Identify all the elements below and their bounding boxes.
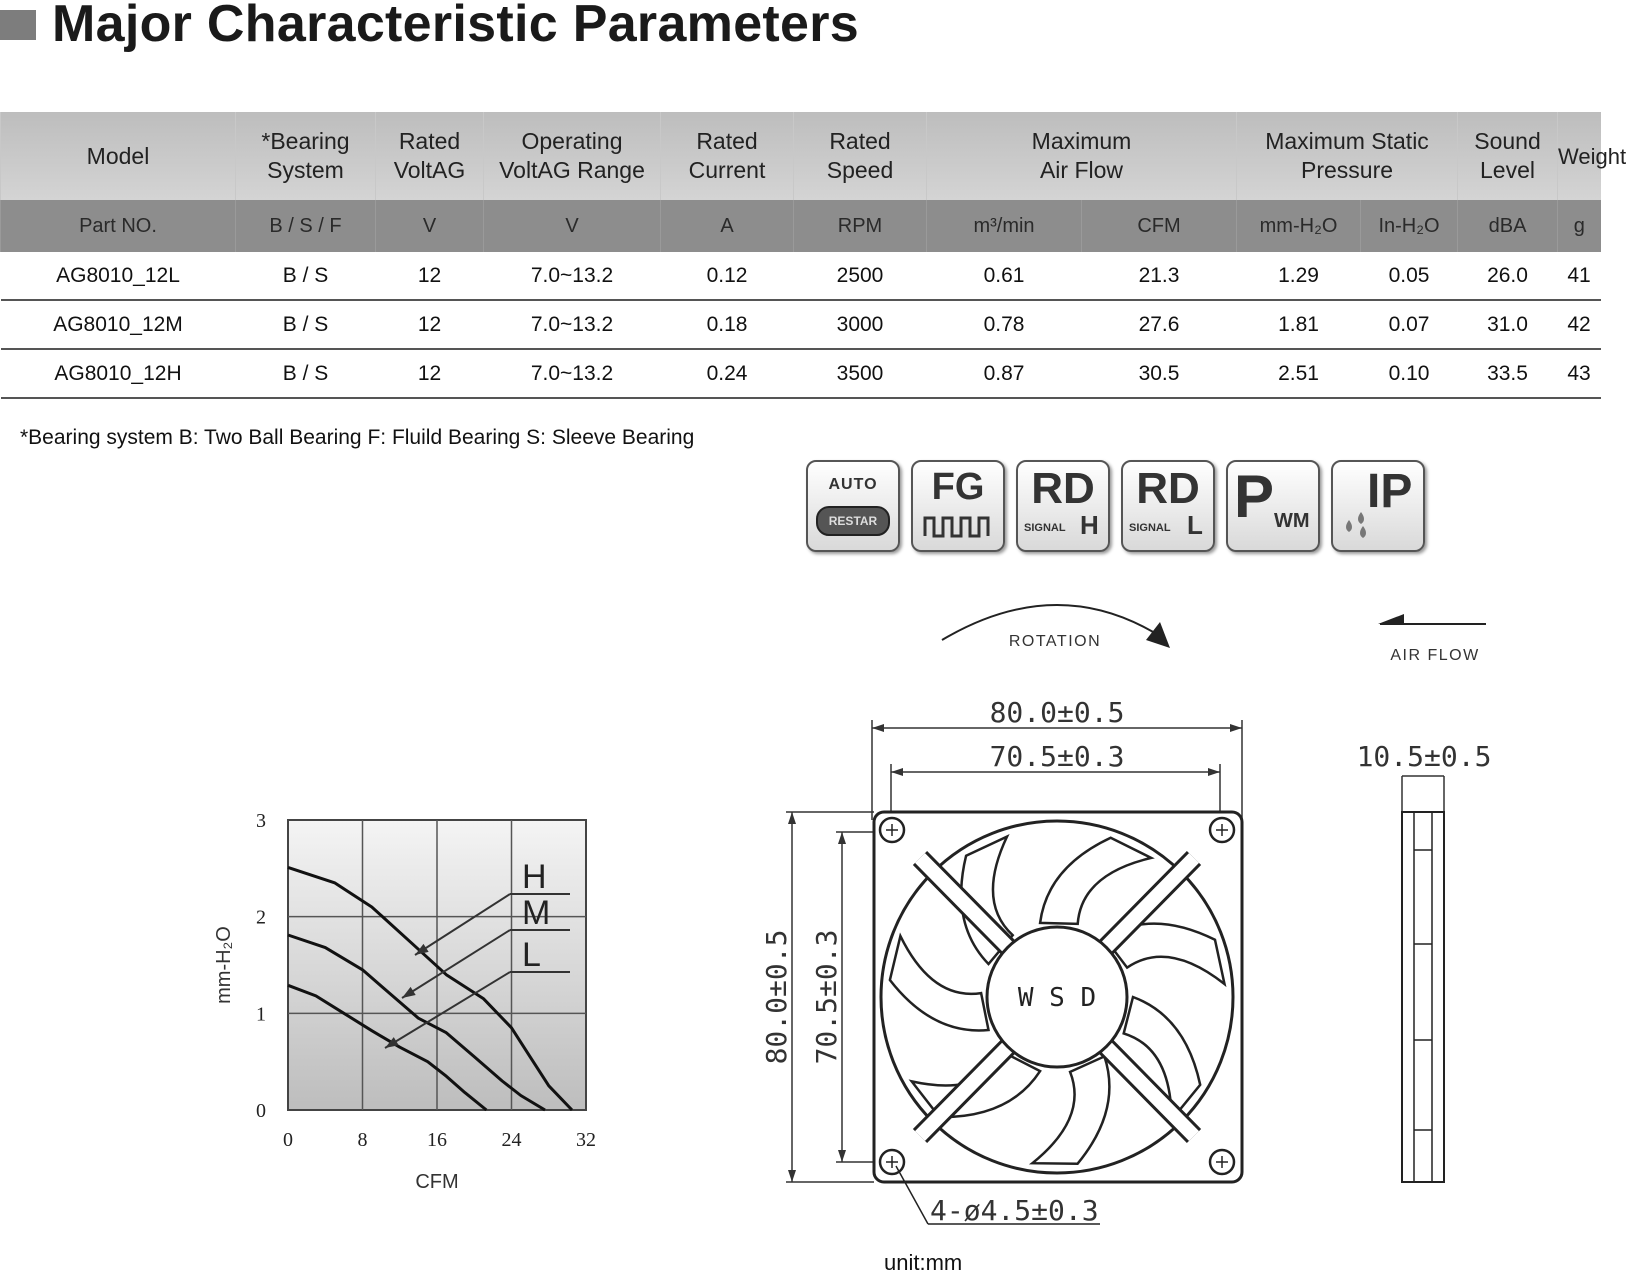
square-wave-icon [923, 514, 993, 540]
table-cell: B / S [236, 252, 376, 300]
hole-height-dim: 70.5±0.3 [810, 929, 843, 1065]
unit-cell: dBA [1458, 200, 1558, 252]
pq-curve-chart [200, 810, 620, 1220]
table-cell: 3500 [794, 349, 927, 398]
unit-cell: B / S / F [236, 200, 376, 252]
badge-rd-h-text: RD [1031, 464, 1095, 513]
y-tick-label: 0 [256, 1100, 266, 1122]
badge-h-suffix: H [1080, 510, 1099, 540]
outer-height-dim: 80.0±0.5 [760, 929, 793, 1065]
badge-restart-text: RESTAR [816, 506, 890, 536]
y-tick-label: 2 [256, 906, 266, 929]
table-cell: 0.10 [1361, 349, 1458, 398]
y-tick-label: 1 [256, 1003, 266, 1026]
table-cell: 7.0~13.2 [484, 349, 661, 398]
outer-width-dim: 80.0±0.5 [989, 696, 1125, 729]
header-air-flow: Maximum Air Flow [927, 112, 1237, 200]
header-rated-voltage: Rated VoltAG [376, 112, 484, 200]
unit-cell: mm-H₂O [1237, 200, 1361, 252]
table-cell: 31.0 [1458, 300, 1558, 349]
table-unit-row [1, 200, 1601, 252]
water-drops-icon [1341, 506, 1371, 540]
table-cell: B / S [236, 300, 376, 349]
unit-cell: A [661, 200, 794, 252]
table-cell: 0.87 [927, 349, 1082, 398]
pwm-icon [1226, 460, 1320, 552]
table-cell: 0.07 [1361, 300, 1458, 349]
legend-label-M: M [522, 894, 551, 932]
table-row [1, 300, 1601, 349]
fan-front-view [874, 812, 1242, 1182]
badge-ip-text: IP [1367, 465, 1413, 518]
table-cell: B / S [236, 349, 376, 398]
table-cell: 21.3 [1082, 252, 1237, 300]
table-cell: 43 [1558, 349, 1601, 398]
feature-badges [806, 460, 1446, 552]
unit-cell: RPM [794, 200, 927, 252]
table-cell: 30.5 [1082, 349, 1237, 398]
table-cell: 0.12 [661, 252, 794, 300]
table-cell: 2500 [794, 252, 927, 300]
unit-cell: V [376, 200, 484, 252]
rotation-arrowhead-icon [1146, 622, 1170, 648]
table-row [1, 349, 1601, 398]
badge-l-suffix: L [1187, 510, 1203, 540]
header-operating-voltage: Operating VoltAG Range [484, 112, 661, 200]
title-bar [0, 0, 1000, 52]
unit-cell: g [1558, 200, 1601, 252]
unit-cell: In-H₂O [1361, 200, 1458, 252]
table-cell: 41 [1558, 252, 1601, 300]
table-cell: 1.81 [1237, 300, 1361, 349]
header-static-pressure: Maximum Static Pressure [1237, 112, 1458, 200]
table-cell: 7.0~13.2 [484, 252, 661, 300]
auto-restart-icon [806, 460, 900, 552]
x-tick-label: 32 [576, 1129, 596, 1151]
legend-label-H: H [522, 858, 547, 896]
table-cell: 33.5 [1458, 349, 1558, 398]
fan-dimension-drawing [750, 600, 1570, 1260]
table-row [1, 252, 1601, 300]
unit-cell: Part NO. [1, 200, 236, 252]
table-cell: 0.24 [661, 349, 794, 398]
table-cell: 26.0 [1458, 252, 1558, 300]
table-cell: AG8010_12M [1, 300, 236, 349]
badge-signal-l-text: SIGNAL [1129, 522, 1171, 534]
fg-signal-icon [911, 460, 1005, 552]
header-model: Model [1, 112, 236, 200]
bearing-footnote: *Bearing system B: Two Ball Bearing F: Fluild Bearing S: Sleeve Bearing [20, 426, 695, 449]
badge-wm-text: WM [1274, 510, 1310, 532]
badge-rd-l-text: RD [1136, 464, 1200, 513]
table-cell: 42 [1558, 300, 1601, 349]
unit-cell: CFM [1082, 200, 1237, 252]
table-cell: 12 [376, 252, 484, 300]
y-tick-label: 3 [256, 810, 266, 832]
depth-dim: 10.5±0.5 [1356, 740, 1492, 773]
page-title: Major Characteristic Parameters [52, 0, 860, 53]
table-cell: 12 [376, 300, 484, 349]
fan-side-view [1402, 812, 1444, 1182]
table-cell: AG8010_12L [1, 252, 236, 300]
header-bearing: *Bearing System [236, 112, 376, 200]
table-cell: 0.05 [1361, 252, 1458, 300]
header-rated-current: Rated Current [661, 112, 794, 200]
table-cell: 2.51 [1237, 349, 1361, 398]
table-header-row [1, 112, 1601, 200]
table-cell: 0.61 [927, 252, 1082, 300]
hole-width-dim: 70.5±0.3 [989, 740, 1125, 773]
badge-signal-h-text: SIGNAL [1024, 522, 1066, 534]
x-axis-label: CFM [415, 1171, 459, 1193]
ip-icon [1331, 460, 1425, 552]
badge-p-text: P [1234, 463, 1275, 530]
table-cell: 0.18 [661, 300, 794, 349]
legend-label-L: L [522, 936, 541, 974]
table-cell: 0.78 [927, 300, 1082, 349]
table-cell: 12 [376, 349, 484, 398]
table-cell: 27.6 [1082, 300, 1237, 349]
parameters-table [0, 112, 1626, 399]
rd-signal-low-icon [1121, 460, 1215, 552]
rotation-label: ROTATION [1008, 633, 1102, 650]
x-tick-label: 24 [501, 1129, 522, 1151]
hub-label: W S D [1017, 983, 1097, 1013]
table-cell: 1.29 [1237, 252, 1361, 300]
x-tick-label: 8 [357, 1129, 368, 1151]
unit-cell: V [484, 200, 661, 252]
airflow-label: AIR FLOW [1390, 647, 1480, 664]
unit-cell: m³/min [927, 200, 1082, 252]
badge-fg-text: FG [931, 466, 985, 508]
rd-signal-high-icon [1016, 460, 1110, 552]
table-cell: AG8010_12H [1, 349, 236, 398]
table-cell: 7.0~13.2 [484, 300, 661, 349]
airflow-arrowhead-icon [1378, 614, 1404, 624]
unit-label: unit:mm [884, 1250, 963, 1275]
title-square-icon [0, 10, 36, 40]
header-weight: Weight [1558, 112, 1601, 200]
x-tick-label: 0 [283, 1129, 293, 1151]
x-tick-label: 16 [427, 1129, 447, 1151]
badge-auto-text: AUTO [828, 476, 878, 493]
header-rated-speed: Rated Speed [794, 112, 927, 200]
mount-holes-dim: 4-ø4.5±0.3 [930, 1194, 1099, 1227]
table-cell: 3000 [794, 300, 927, 349]
y-axis-label: mm-H₂O [213, 926, 235, 1004]
header-sound-level: Sound Level [1458, 112, 1558, 200]
